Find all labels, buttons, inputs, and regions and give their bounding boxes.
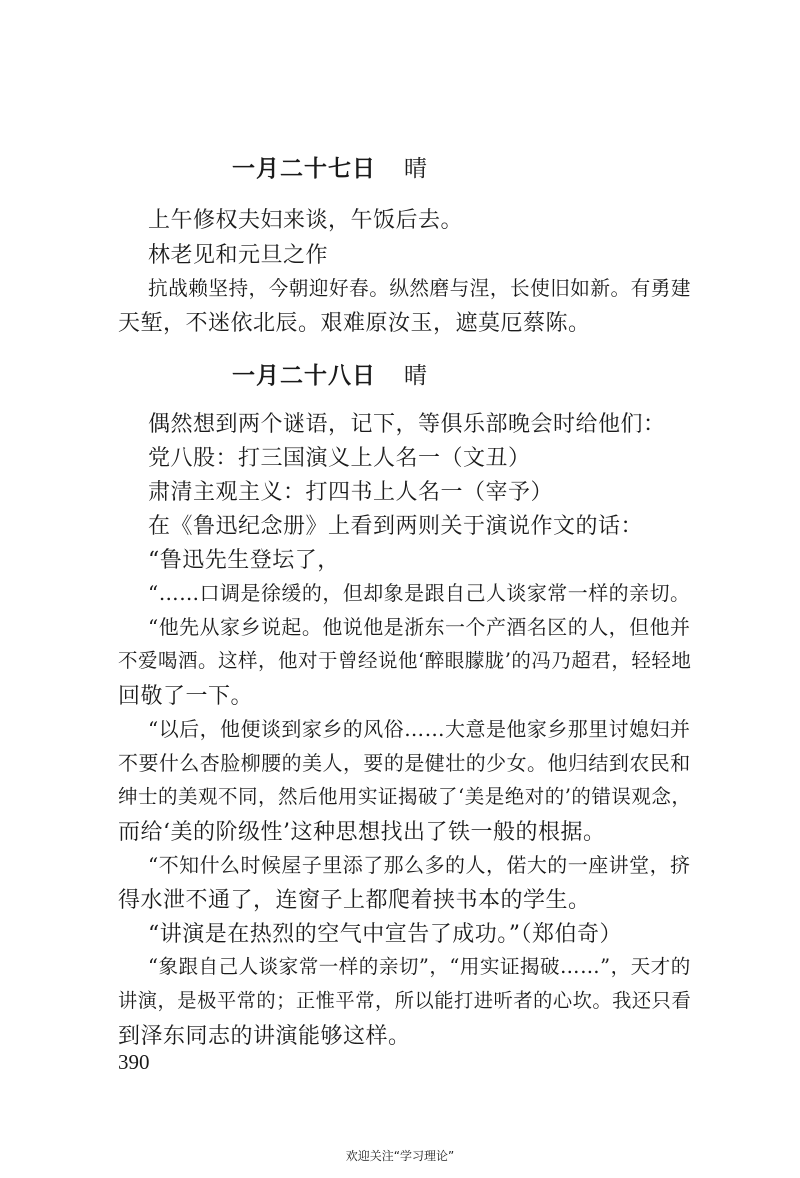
body-line: 天堑，不迷依北辰。艰难原汝玉，遮莫厄蔡陈。	[118, 311, 591, 336]
body-line: 回敬了一下。	[118, 684, 254, 709]
body-line: 得水泄不通了，连窗子上都爬着挟书本的学生。	[118, 888, 591, 913]
body-line: 上午修权夫妇来谈，午饭后去。	[148, 208, 464, 233]
body-line: 到泽东同志的讲演能够这样。	[118, 1024, 411, 1049]
body-line: 讲演，是极平常的；正惟平常，所以能打进听者的心坎。我还只看	[118, 989, 692, 1012]
body-line: “讲演是在热烈的空气中宣告了成功。”（郑伯奇）	[148, 922, 622, 947]
entry-date: 一月二十八日	[232, 363, 376, 389]
body-line: 党八股：打三国演义上人名一（文丑）	[148, 446, 531, 471]
body-line: 不要什么杏脸柳腰的美人，要的是健壮的少女。他归结到农民和	[118, 751, 691, 775]
body-line: 不爱喝酒。这样，他对于曾经说他‘醉眼朦胧’的冯乃超君，轻轻地	[118, 649, 692, 672]
body-line: 在《鲁迅纪念册》上看到两则关于演说作文的话：	[148, 514, 644, 539]
body-line: 偶然想到两个谜语，记下，等俱乐部晚会时给他们：	[148, 412, 666, 437]
body-line: 绅士的美观不同，然后他用实证揭破了‘美是绝对的’的错误观念，	[118, 785, 692, 808]
body-line: “以后，他便谈到家乡的风俗……大意是他家乡那里讨媳妇并	[148, 717, 691, 741]
entry-date: 一月二十七日	[232, 156, 376, 182]
entry-heading-jan-27	[232, 150, 428, 183]
page-number: 390	[118, 1050, 150, 1074]
entry-weather: 晴	[404, 156, 428, 182]
body-line: 抗战赖坚持，今朝迎好春。纵然磨与涅，长使旧如新。有勇建	[148, 277, 691, 300]
body-line: 肃清主观主义：打四书上人名一（宰予）	[148, 480, 554, 505]
body-line: 林老见和元旦之作	[148, 243, 329, 268]
body-line: “不知什么时候屋子里添了那么多的人，偌大的一座讲堂，挤	[148, 853, 691, 877]
body-line: 而给‘美的阶级性’这种思想找出了铁一般的根据。	[118, 820, 606, 845]
entry-heading-jan-28	[232, 357, 428, 390]
body-line: “鲁迅先生登坛了，	[148, 548, 340, 573]
body-line: “……口调是徐缓的，但却象是跟自己人谈家常一样的亲切。	[148, 581, 691, 605]
entry-weather: 晴	[404, 363, 428, 389]
body-line: “他先从家乡说起。他说他是浙东一个产酒名区的人，但他并	[148, 615, 691, 639]
footer-note: 欢迎关注“学习理论”	[345, 1149, 455, 1163]
body-line: “象跟自己人谈家常一样的亲切”，“用实证揭破……”，天才的	[148, 955, 691, 978]
